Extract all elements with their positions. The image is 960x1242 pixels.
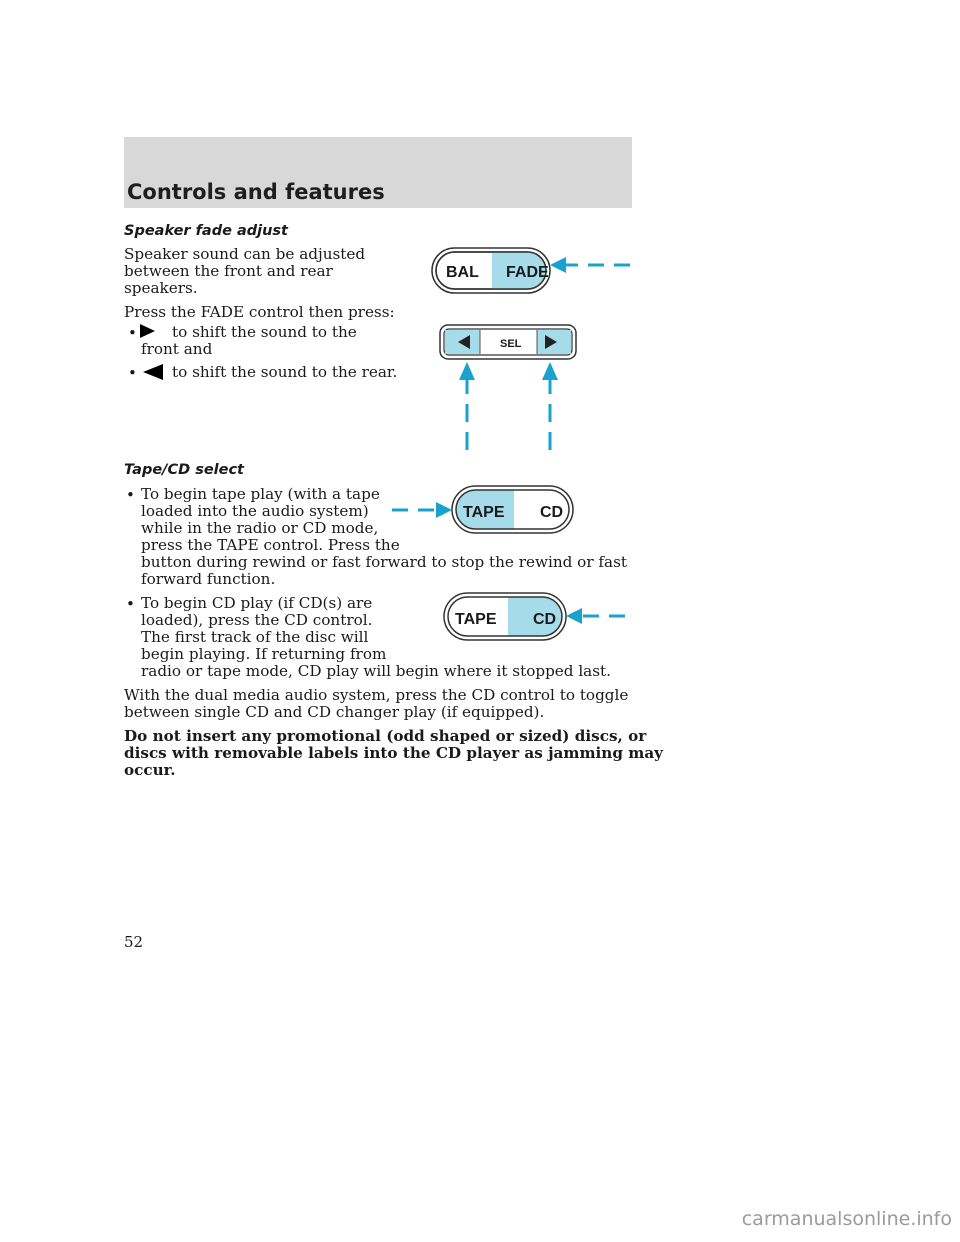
tape-cd-control-cd [444, 593, 566, 640]
fade-label: FADE [506, 264, 549, 281]
cd-bullet-line-1: To begin CD play (if CD(s) are [141, 594, 373, 612]
fade-bullet1-line-2: front and [141, 340, 213, 358]
cd-bullet-line-4: begin playing. If returning from [141, 645, 387, 663]
fade-intro-line-1: Speaker sound can be adjusted [124, 245, 366, 263]
page-number: 52 [124, 933, 144, 951]
cd-bullet-line-5: radio or tape mode, CD play will begin where it stopped last. [141, 662, 611, 680]
dashed-arrow-tape [392, 502, 452, 518]
fade-bullet1-line-1: to shift the sound to the [172, 323, 357, 341]
warning-line-2: discs with removable labels into the CD player as jamming may [124, 744, 663, 762]
bullet-dot: • [126, 595, 135, 613]
watermark: carmanualsonline.info [741, 1208, 952, 1230]
section-title: Controls and features [127, 180, 385, 204]
tape-bullet-line-1: To begin tape play (with a tape [141, 485, 380, 503]
fade-intro-line-3: speakers. [124, 279, 198, 297]
cd-bullet-line-3: The first track of the disc will [141, 628, 369, 646]
cd-bullet-line-2: loaded), press the CD control. [141, 611, 373, 629]
fade-heading: Speaker fade adjust [124, 223, 288, 239]
cd-label: CD [540, 504, 564, 521]
dashed-arrows-sel [459, 362, 558, 450]
sel-control [440, 325, 576, 359]
bal-label: BAL [446, 264, 479, 281]
tape-bullet-line-3: while in the radio or CD mode, [141, 519, 379, 537]
warning-line-3: occur. [124, 761, 176, 779]
fade-intro-line-2: between the front and rear [124, 262, 333, 280]
tape-bullet-line-5: button during rewind or fast forward to stop the rewind or fast [141, 553, 627, 571]
tape-cd-heading: Tape/CD select [124, 462, 244, 478]
tape-cd-control-tape [452, 486, 573, 533]
dashed-arrow-cd [566, 608, 625, 624]
bullet-dot: • [128, 324, 137, 342]
sel-label: SEL [500, 338, 522, 350]
tape-bullet-line-4: press the TAPE control. Press the [141, 536, 400, 554]
cd-label: CD [533, 611, 557, 628]
bullet-dot: • [128, 364, 137, 382]
bullet-dot: • [126, 486, 135, 504]
fade-bullet2-text: to shift the sound to the rear. [172, 363, 398, 381]
dual-media-line-1: With the dual media audio system, press the CD control to toggle [124, 686, 629, 704]
dual-media-line-2: between single CD and CD changer play (if equipped). [124, 703, 545, 721]
tape-label: TAPE [455, 611, 497, 628]
tape-bullet-line-2: loaded into the audio system) [141, 502, 369, 520]
tape-bullet-line-6: forward function. [141, 570, 276, 588]
bal-fade-control [432, 248, 550, 293]
warning-line-1: Do not insert any promotional (odd shaped or sized) discs, or [124, 727, 647, 745]
fade-press-text: Press the FADE control then press: [124, 303, 395, 321]
tape-label: TAPE [463, 504, 505, 521]
dashed-arrow-fade [550, 257, 630, 273]
